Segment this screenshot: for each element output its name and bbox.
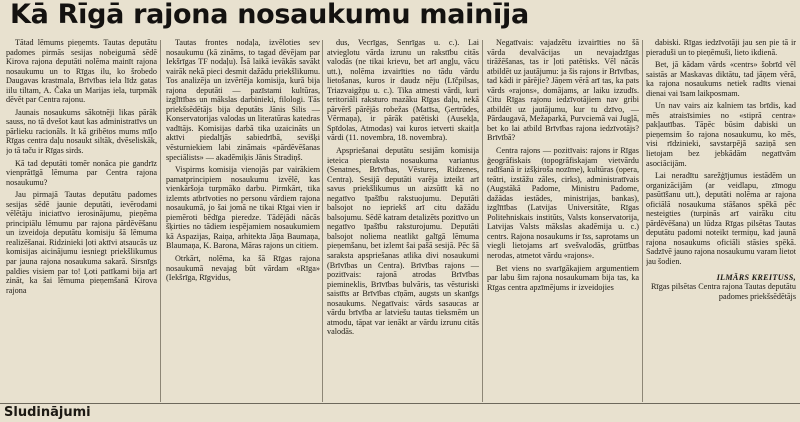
article-column-5 xyxy=(646,38,796,402)
column-divider xyxy=(482,40,483,402)
paragraph: Tautas frontes nodaļa, izvēloties sev nosaukumu (kā zināms, to tagad dēvējam par Iekšrīgas TF nodaļu). Īsā laikā ievākās savākt vairāk nekā pieci desmit dažādu priekšlikumu. Tos analizēja un izvērtēja komisija, kurā bija rajona deputāti — pazīstami kultūras, izglītības un mākslas darbinieki, filologi. Tās priekšsēdētājs bija deputāts Jānis Silis — Konservatorijas valodas un literatūras katedras vadītājs. Komisijas darbā tika uzaicināts un aktīvi piedalījās sabiedrībā, sevišķi vēsturniekiem labi zināmais «pārdēvēšanas speciālists» — akadēmiķis Jānis Stradiņš. xyxy=(166,38,320,162)
next-section-title: Sludinājumi xyxy=(4,405,91,420)
column-divider xyxy=(322,40,323,402)
article-headline: Kā Rīgā rajona nosaukumu mainīja xyxy=(10,0,529,30)
paragraph: Un nav vairs aiz kalniem tas brīdis, kad mēs atraisīsimies no «stiprā centra» pakļautības. Tāpēc būsim dabiski un pieņemsim šo rajona nosaukumu, ko mēs, visi rīdzinieki, savstarpējā saziņā sen lietojam bez jebkādām negatīvām asociācijām. xyxy=(646,101,796,168)
paragraph: dabiski. Rīgas iedzīvotāji jau sen pie tā ir pieraduši un to pieņēmuši, lieto ikdienā. xyxy=(646,38,796,57)
paragraph: Centra rajons — pozitīvais: rajons ir Rīgas ģeogrāfiskais (topogrāfiskajam vietvārdu radīšanā ir izšķiroša nozīme), kultūras (opera, teātri, izstāžu zāles, cirks), administratīvais (Augstākā Padome, Ministru Padome, dažādas iestādes, ministrijas, bankas), izglītības (Latvijas Universitāte, Rīgas Politehniskais institūts, Valsts konservatorija, Latvijas Valsts mākslas akadēmija u. c.) centrs. Rajona nosaukums ir īss, saprotams un viegli lietojams arī svešvalodās, grūtības nerodas, atmetot vārdu «rajons». xyxy=(487,146,639,261)
paragraph: Lai neradītu sarežģījumus iestādēm un organizācijām (ar veidlapu, zīmogu pasūtīšanu utt.), deputāti nolēma ar rajona oficiālā nosaukuma stāšanos spēkā pēc nesteigties (turpinās arī vairāku citu pārdēvēšana) un lūdza Rīgas pilsētas Tautas deputātu padomi noteikt termiņu, kad jaunā rajona nosaukums oficiāli stāsies spēkā. Sadzīvē jauno rajona nosaukumu varam lietot jau šodien. xyxy=(646,171,796,267)
paragraph: Negatīvais: vajadzētu izvairīties no šā vārda devalvācijas un nevajadzīgas tirāžēšanas, tas ir ļoti patētisks. Vēl nācās atbildēt uz jautājumu: ja šis rajons ir Brīvības, tad kādi ir pārējie? Jāņem vērā arī tas, ka pats vārds «rajons», domājams, ar laiku izzudīs. Citu Rīgas rajonu iedzīvotājiem nav gribi atbildēt uz jautājumu, kur tu dzīvo, — Pārdaugavā, Mežaparkā, Purvciemā vai Jugļā, bet ko lai atbild Brīvības rajona iedzīvotājs? Brīvībā? xyxy=(487,38,639,143)
paragraph: Apspriešanai deputātu sesijām komisija ieteica pieraksta nosaukuma variantus (Senatnes, Brīvības, Vēstures, Ridzenes, Centra). Sesijā deputāti varēja izteikt arī savus priekšlikumus un aizsūtīt kā no negatīvo īpašību rakstuojumu. Deputāti balsojot no iepriekš arī citu dažādu balsojumu. Sēdē katram detalizēts pozitīvo un negatīvo īpašību raksturojumu. Deputāti balsojot noliema neatlikt galīgā lēmuma pieņemšanu, bet izlemt šai pašā sesijā. Pēc šā saraksta apspriešanas atlika divi nosaukumi (Brīvības un Centra). Brīvības rajons — pozitīvais: rajonā atrodas Brīvības piemineklis, Brīvības bulvāris, tas vēsturiski saistīts ar Brīvības cīņām, augsts un skanīgs nosaukums. Negatīvais: vārds sasaucas ar vārdu brīvība ar latviešu tautas tieksmēm un atmodu, tāpat var ienākt ar vārdu izrunu citās valodās. xyxy=(327,146,479,337)
column-divider xyxy=(160,40,161,402)
article-column-1 xyxy=(6,38,157,402)
paragraph: Bet viens no svarīgākajiem argumentiem par labu šim rajona nosaukumam bija tas, ka Rīgas centra apzīmējums ir izveidojies xyxy=(487,263,639,292)
paragraph: Jau pirmajā Tautas deputātu padomes sesijas sēdē jaunie deputāti, ievērodami vēlētāju iniciatīvo ierosinājumu, pieņēma principiālu lēmumu par rajona pārdēvēšanu un izveidoja deputātu komisiju šā lēmuma realizēšanai. Ridzinieki ļoti aktīvi atsaucās uz komisijas aicinājumu iesniegt priekšlikumus par jauna rajona nosaukuma sakarā. Sirsnīgs paldies visiem par to! Ļoti patīkami bija arī zināt, ka šai lēmuma pieņemšanā Kirova rajona xyxy=(6,190,157,295)
article-column-4 xyxy=(487,38,639,402)
author-role: Rīgas pilsētas Centra rajona Tautas deputātu padomes priekšsēdētājs xyxy=(650,282,796,301)
section-divider xyxy=(0,403,800,404)
paragraph: Otrkārt, nolēma, ka šā Rīgas rajona nosaukumā nevajag būt vārdam «Rīga» (Iekšrīga, Rīgvidus, xyxy=(166,254,320,283)
article-column-3 xyxy=(327,38,479,402)
article-column-2 xyxy=(166,38,320,402)
paragraph: dus, Vecrīgas, Senrīgas u. c.). Lai atvieglotu vārda izrunu un rakstību citās valodās (ne tikai krievu, bet arī angļu, vācu utt.), nolēma izvairīties no tādu vārdu lietošanas, kuros ir daudz nēju (Līčpilsas, Triazvaigžņu u. c.). Tika atmesti vārdi, kuri teritoriāli raksturo mazāku Rīgas daļu, nekā pārvērš pārējās robežas (Matīsa, Ģertrūdes, Vērmaņa), ir pārāk patētiski (Ausekļa, Spīdolas, Atmodas) vai kuros ietverti skaitļa vārdi (11. novembra, 18. novembra). xyxy=(327,38,479,143)
author-name: ILMĀRS KREITUSS, xyxy=(716,272,796,282)
paragraph: Kā tad deputāti tomēr nonāca pie gandrīz vienprātīgā lēmuma par Centra rajona nosaukumu? xyxy=(6,158,157,187)
paragraph: Tātad lēmums pieņemts. Tautas deputātu padomes pirmās sesijas nobeigumā sēdē Kirova rajona deputāti nolēma mainīt rajona nosaukumu un to Rīgas ilu, ko šrobedo Daugavas krastmala, Brīvības iela līdz gatas iilu tiltam, A. Čaka un Marijas iela, turpmāk dēvēt par Centra rajonu. xyxy=(6,38,157,105)
author-signature xyxy=(646,273,796,302)
column-divider xyxy=(642,40,643,402)
paragraph: Jaunais nosaukums sākotnēji likas pārāk sauss, no tā dvešot kaut kas administratīvs un pārlieku racionāls. It kā gribētos mums mīļo Rīgas centra daļu nosaukt siltāk, dvēseliskāk, jo tā taču ir Rīgas sirds. xyxy=(6,107,157,156)
paragraph: Vispirms komisija vienojās par vairākiem pamatprincipiem nosaukumu izvēlē, kas vienkāršoja turpmāko darbu. Pirmkārt, tika izlemts atbrīvoties no personu vārdiem rajona nosaukumā, jo šai jomā ne tikai Rīgai vien ir piemēroti bēdīga pieredze. Tādējādi nācās šķirties no tādiem iespējamiem nosaukumiem kā Aspazijas, Raiņa, arhitekta Jāņa Baumaņa, Blaumaņa, K. Barona, Māras rajons un citiem. xyxy=(166,165,320,251)
paragraph: Bet, jā kādam vārds «centrs» šobrīd vēl saistās ar Maskavas diktātu, tad jāņem vērā, ka rajona nosaukums netiek radīts vienai dienai vai īsam laikposmam. xyxy=(646,60,796,98)
